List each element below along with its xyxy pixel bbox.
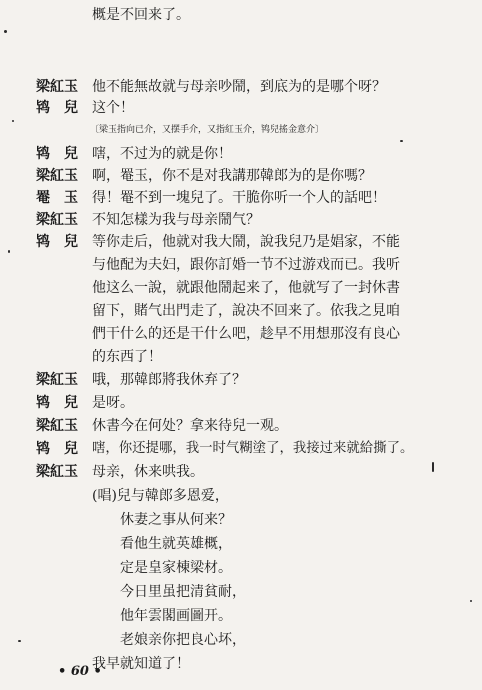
dialogue-text: 等你走后，他就对我大鬧，說我兒乃是娼家，不能 (92, 234, 400, 250)
dialogue-text: 与他配为夫妇，跟你訂婚一节不过游戏而已。我听 (92, 257, 400, 273)
scan-speck (4, 30, 7, 33)
dialogue-text: 概是不回来了。 (92, 7, 190, 23)
scan-speck (18, 640, 21, 642)
speaker-label: 梁紅玉 (36, 212, 78, 228)
speaker-label: 鸨 兒 (36, 441, 78, 457)
dialogue-text: 的东西了！ (92, 349, 162, 365)
dialogue-text: 們干什么的还是干什么吧，趁早不用想那沒有良心 (92, 326, 400, 342)
speaker-label: 梁紅玉 (36, 464, 78, 480)
scan-speck (470, 600, 472, 602)
speaker-label: 梁紅玉 (36, 168, 78, 184)
speaker-label: 梁紅玉 (36, 418, 78, 434)
speaker-label: 梁紅玉 (36, 372, 78, 388)
scan-speck (400, 140, 403, 142)
dialogue-text: 留下，賭气出門走了，說决不回来了。依我之見咱 (92, 303, 400, 319)
verse-line: 老娘亲你把良心坏， (120, 632, 246, 648)
dialogue-text: 嗐，你还提哪，我一时气糊塗了，我接过来就給撕了。 (92, 441, 414, 456)
speaker-label: 鸨 兒 (36, 395, 78, 411)
scan-speck (8, 250, 10, 253)
dialogue-text: 休書今在何处？拿来待兒一观。 (92, 418, 288, 434)
dialogue-text: 哦，那韓郎將我休弃了？ (92, 372, 246, 388)
speaker-label: 鸨 兒 (36, 234, 78, 250)
verse-line: 看他生就英雄概， (120, 536, 232, 552)
verse-line: 休妻之事从何来？ (120, 512, 232, 528)
verse-line: 定是皇家棟梁材。 (120, 560, 232, 576)
verse-line: 我早就知道了！ (92, 656, 190, 672)
dialogue-text: 啊，罨玉，你不是对我講那韓郎为的是你嗎？ (92, 168, 372, 184)
dialogue-text: 不知怎樣为我与母亲鬧气？ (92, 212, 260, 228)
scan-speck (12, 120, 14, 122)
page-number: • 60 • (58, 664, 102, 679)
speaker-label: 鸨 兒 (36, 100, 78, 116)
dialogue-text: 得！罨不到一塊兒了。干脆你听一个人的話吧！ (92, 190, 386, 206)
speaker-label: 罨 玉 (36, 190, 78, 206)
dialogue-text: 嗐，不过为的就是你！ (92, 146, 232, 162)
stage-direction-text: 〔梁玉指向已介，又摆手介，又指紅玉介，鸨兒搖金意介〕 (90, 125, 325, 135)
scan-speck (432, 462, 434, 472)
dialogue-text: 他不能無故就与母亲吵鬧，到底为的是哪个呀？ (92, 79, 386, 95)
dialogue-text: 是呀。 (92, 395, 134, 411)
dialogue-text: 他这么一說，就跟他鬧起来了，他就写了一封休書 (92, 280, 400, 296)
speaker-label: 鸨 兒 (36, 146, 78, 162)
verse-line: (唱)兒与韓郎多恩爱， (92, 488, 229, 504)
verse-line: 他年雲閣画圖开。 (120, 608, 232, 624)
dialogue-text: 母亲，休来哄我。 (92, 464, 204, 480)
speaker-label: 梁紅玉 (36, 79, 78, 95)
dialogue-text: 这个！ (92, 100, 134, 116)
verse-line: 今日里虽把清貧耐， (120, 584, 246, 600)
